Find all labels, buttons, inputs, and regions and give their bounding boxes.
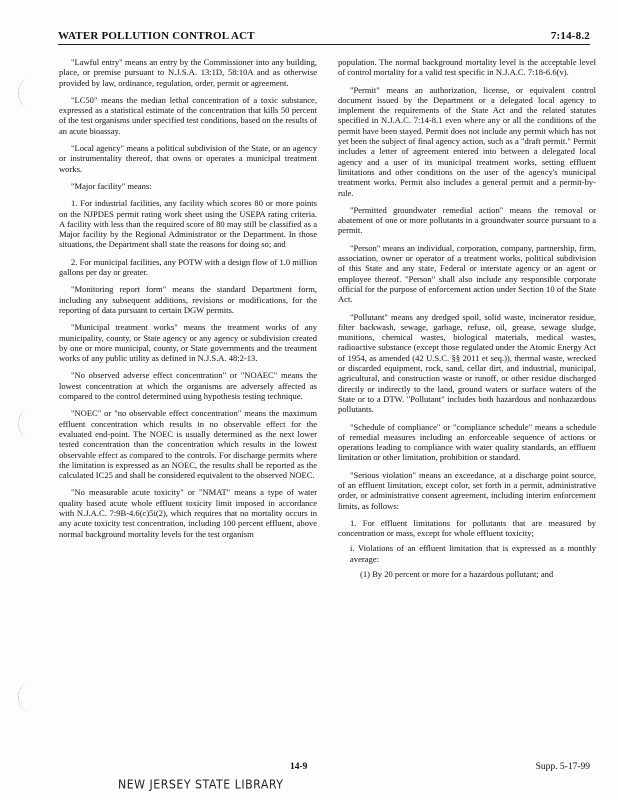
definition-local-agency: "Local agency" means a political subdivision of the State, or an agency or instrumentality thereof, that owns or operates a municipal treatment works.: [59, 143, 317, 174]
header-section-number: 7:14-8.2: [550, 30, 590, 42]
definition-noaec: "No observed adverse effect concentration" or "NOAEC" means the lowest concentration at which the organisms are adversely affected as compared to the control determined using hypothesis testing technique.: [59, 370, 317, 402]
definition-municipal-treatment-works: "Municipal treatment works" means the treatment works of any municipality, county, or State agency or any agency or subdivision created by one or more municipal, county, or State governments and the treatment works of any public utility as defined in N.J.S.A. 48:2-13.: [59, 322, 317, 364]
binding-hole-mark: [18, 682, 41, 712]
definition-serious-violation: "Serious violation" means an exceedance, at a discharge point source, of an effluent limitation, except color, set forth in a permit, administrative order, or administrative consent agreement, including interim enforcement limits, as follows:: [338, 469, 596, 511]
definition-major-facility: "Major facility" means:: [71, 180, 152, 191]
definition-nmat: "No measurable acute toxicity" or "NMAT" means a type of water quality based acute whole effluent toxicity limit imposed in accordance with N.J.A.C. 7:9B-4.6(c)5i(2), which requires that no mortality occurs in any acute toxicity test concentration, including 100 percent effluent, above normal background mortality levels for the test organism: [59, 487, 317, 539]
major-facility-item-2: 2. For municipal facilities, any POTW with a design flow of 1.0 million gallons per day or greater.: [59, 256, 317, 278]
library-stamp: NEW JERSEY STATE LIBRARY: [118, 777, 284, 792]
definition-person: "Person" means an individual, corporation, company, partnership, firm, association, owner or operator of a treatment works, political subdivision of this State and any state, Federal or interstate agency or an agent or employee thereof. "Person" shall also include any responsible corporate official for the purpose of enforcement action under Section 10 of the State Act.: [338, 242, 596, 305]
right-column: [338, 57, 596, 586]
definition-noec: "NOEC" or "no observable effect concentration" means the maximum effluent concentration which results in no observable effect for the evaluated end-point. The NOEC is usually determined as the next lower tested concentration than the concentration which results in the lowest observable effect as compared to the controls. For discharge permits where the limitation is expressed as an NOEC, the results shall be reported as the calculated IC25 and shall be considered equivalent to the observed NOEC.: [59, 408, 317, 481]
definition-permitted-groundwater-remedial-action: "Permitted groundwater remedial action" means the removal or abatement of one or more pollutants in a groundwater source pursuant to a permit.: [338, 204, 596, 236]
major-facility-item-1: 1. For industrial facilities, any facility which scores 80 or more points on the NJPDES permit rating work sheet using the USEPA rating criteria. A facility with less than the required score of 80 may still be classified as a Major facility by the Regional Administrator or the Department. In those situations, the Department shall state the reasons for doing so; and: [59, 198, 317, 250]
definition-monitoring-report-form: "Monitoring report form" means the standard Department form, including any subsequent additions, revisions or modifications, for the reporting of data pursuant to certain DGW permits.: [59, 284, 317, 315]
serious-violation-item-1: 1. For effluent limitations for pollutants that are measured by concentration or mass, except for whole effluent toxicity;: [338, 517, 596, 539]
serious-violation-item-1-i: i. Violations of an effluent limitation that is expressed as a monthly average:: [350, 543, 596, 564]
header-title: WATER POLLUTION CONTROL ACT: [58, 30, 255, 42]
definition-schedule-of-compliance: "Schedule of compliance" or "compliance schedule" means a schedule of remedial measures including an enforceable sequence of actions or operations leading to compliance with water quality standards, an effluent limitation or other limitation, prohibition or standard.: [338, 421, 596, 463]
binding-hole-mark: [18, 78, 41, 108]
supplement-date: Supp. 5-17-99: [535, 762, 590, 772]
definition-lawful-entry: "Lawful entry" means an entry by the Commissioner into any building, place, or premise pursuant to N.J.S.A. 13:1D, 58:10A and as otherwise provided by law, ordinance, regulation, order, permit or agreement.: [59, 57, 317, 88]
definition-lc50: "LC50" means the median lethal concentration of a toxic substance, expressed as a statistical estimate of the concentration that kills 50 percent of the test organisms under specified test conditions, based on the results of an acute bioassay.: [59, 94, 317, 136]
serious-violation-item-1-i-1: (1) By 20 percent or more for a hazardous pollutant; and: [360, 569, 554, 580]
page-number: 14-9: [290, 762, 308, 772]
definition-pollutant: "Pollutant" means any dredged spoil, solid waste, incinerator residue, filter backwash, sewage, garbage, refuse, oil, grease, sewage sludge, munitions, chemical wastes, biological materials, medical wastes, radioactive substance (except those regulated under the Atomic Energy Act of 1954, as amended (42 U.S.C. §§ 2011 et seq.)), thermal waste, wrecked or discarded equipment, rock, sand, cellar dirt, and industrial, municipal, agricultural, and construction waste or runoff, or other residue discharged directly or indirectly to the land, ground waters or surface waters of the State or to a DTW. "Pollutant" includes both hazardous and nonhazardous pollutants.: [338, 311, 596, 415]
running-header: [58, 30, 590, 45]
nmat-continuation: population. The normal background mortality level is the acceptable level of control mortality for a valid test specific in N.J.A.C. 7:18-6.6(v).: [338, 57, 596, 78]
definition-permit: "Permit" means an authorization, license, or equivalent control document issued by the Department or a delegated local agency to implement the requirements of the State Act and the related statutes specified in N.J.A.C. 7:14-8.1 even where any or all the conditions of the permit have been stayed. Permit does not include any permit which has not yet been the subject of final agency action, such as a "draft permit." Permit includes a letter of agreement entered into between a delegated local agency and a user of its municipal treatment works, setting effluent limitations and other conditions on the user of the agency's municipal treatment works. Permit also includes a general permit and a permit-by-rule.: [338, 84, 596, 198]
left-column: [59, 57, 317, 546]
binding-hole-mark: [18, 408, 41, 438]
